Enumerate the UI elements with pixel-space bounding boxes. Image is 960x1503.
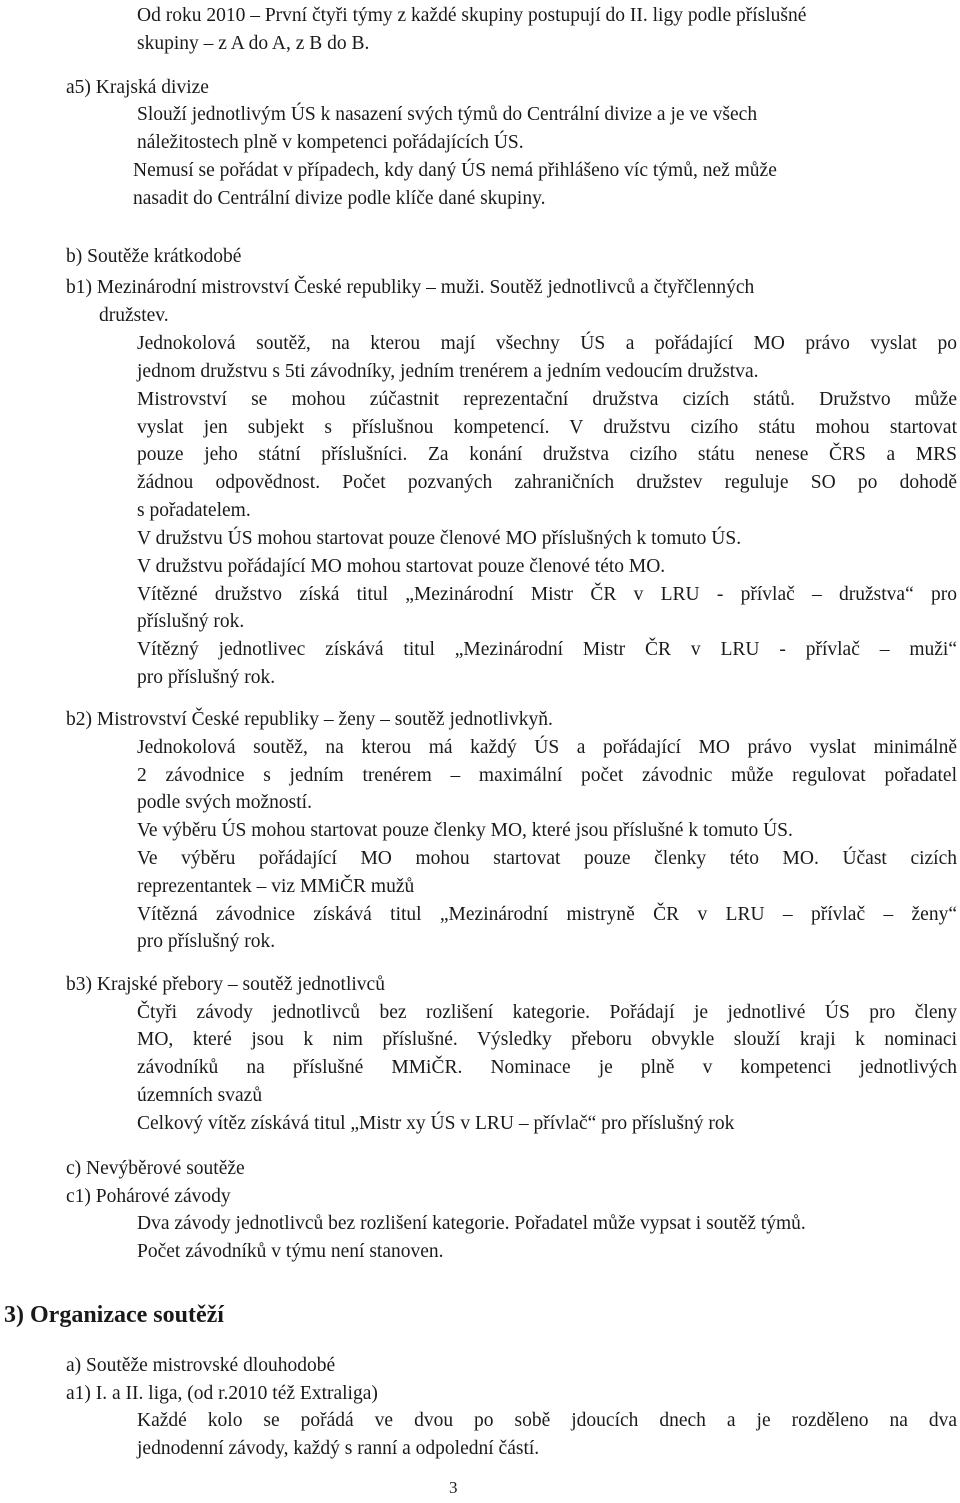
b2-line: reprezentantek – viz MMiČR mužů — [137, 876, 415, 897]
b2-heading: b2) Mistrovství České republiky – ženy – soutěž jednotlivkyň. — [66, 709, 553, 730]
b1-line: jednom družstvu s 5ti závodníky, jedním trenérem a jedním vedoucím družstva. — [137, 361, 759, 382]
b1-line: pro příslušný rok. — [137, 667, 276, 688]
c1-heading: c1) Pohárové závody — [66, 1186, 231, 1207]
b2-line: Jednokolová soutěž, na kterou má každý ÚS a pořádající MO právo vyslat minimálně — [137, 737, 957, 758]
a5-line: náležitostech plně v kompetenci pořádajících ÚS. — [137, 132, 524, 153]
c-heading: c) Nevýběrové soutěže — [66, 1158, 245, 1179]
b1-line: Mistrovství se mohou zúčastnit reprezentační družstva cizích států. Družstvo může — [137, 389, 957, 410]
b3-line: Čtyři závody jednotlivců bez rozlišení kategorie. Pořádají je jednotlivé ÚS pro členy — [137, 1002, 957, 1023]
b3-line: MO, které jsou k nim příslušné. Výsledky přeboru obvykle slouží kraji k nominaci — [137, 1029, 957, 1050]
subsection-heading: a) Soutěže mistrovské dlouhodobé — [66, 1355, 336, 1376]
c1-line: Počet závodníků v týmu není stanoven. — [137, 1241, 444, 1262]
b1-heading: družstev. — [99, 305, 169, 326]
b1-line: V družstvu pořádající MO mohou startovat pouze členové této MO. — [137, 556, 666, 577]
b1-line: V družstvu ÚS mohou startovat pouze členové MO příslušných k tomuto ÚS. — [137, 528, 742, 549]
b3-line: Celkový vítěz získává titul „Mistr xy ÚS v LRU – přívlač“ pro příslušný rok — [137, 1113, 735, 1134]
b1-line: Vítězný jednotlivec získává titul „Mezinárodní Mistr ČR v LRU - přívlač – muži“ — [137, 639, 957, 660]
b2-line: Vítězná závodnice získává titul „Mezinárodní mistryně ČR v LRU – přívlač – ženy“ — [137, 904, 957, 925]
b-heading: b) Soutěže krátkodobé — [66, 246, 242, 267]
intro-line: Od roku 2010 – První čtyři týmy z každé skupiny postupují do II. ligy podle příslušné — [137, 5, 807, 26]
a1-line: jednodenní závody, každý s ranní a odpolední částí. — [137, 1438, 540, 1459]
b2-line: Ve výběru pořádající MO mohou startovat pouze členky této MO. Účast cizích — [137, 848, 957, 869]
page-number: 3 — [449, 1478, 458, 1497]
section-heading: 3) Organizace soutěží — [4, 1302, 224, 1328]
a5-line: Slouží jednotlivým ÚS k nasazení svých týmů do Centrální divize a je ve všech — [137, 104, 758, 125]
b2-line: pro příslušný rok. — [137, 931, 276, 952]
b3-line: závodníků na příslušné MMiČR. Nominace je plně v kompetenci jednotlivých — [137, 1057, 957, 1078]
a5-heading: a5) Krajská divize — [66, 77, 209, 98]
intro-line: skupiny – z A do A, z B do B. — [137, 33, 370, 54]
b1-heading: b1) Mezinárodní mistrovství České republiky – muži. Soutěž jednotlivců a čtyřčlenných — [66, 277, 755, 298]
b2-line: Ve výběru ÚS mohou startovat pouze členky MO, které jsou příslušné k tomuto ÚS. — [137, 820, 793, 841]
b1-line: Vítězné družstvo získá titul „Mezinárodní Mistr ČR v LRU - přívlač – družstva“ pro — [137, 584, 957, 605]
a5-line: Nemusí se pořádat v případech, kdy daný ÚS nemá přihlášeno víc týmů, než může — [133, 160, 777, 181]
b1-line: příslušný rok. — [137, 611, 245, 632]
b1-line: Jednokolová soutěž, na kterou mají všechny ÚS a pořádající MO právo vyslat po — [137, 333, 957, 354]
b1-line: vyslat jen subjekt s příslušnou kompetencí. V družstvu cizího státu mohou startovat — [137, 417, 957, 438]
b2-line: podle svých možností. — [137, 792, 312, 813]
a1-line: Každé kolo se pořádá ve dvou po sobě jdoucích dnech a je rozděleno na dva — [137, 1410, 957, 1431]
a1-heading: a1) I. a II. liga, (od r.2010 též Extraliga) — [66, 1383, 378, 1404]
b2-line: 2 závodnice s jedním trenérem – maximální počet závodnic může regulovat pořadatel — [137, 765, 957, 786]
b1-line: pouze jeho státní příslušníci. Za konání družstva cizího státu nenese ČRS a MRS — [137, 444, 957, 465]
b1-line: s pořadatelem. — [137, 500, 251, 521]
a5-line: nasadit do Centrální divize podle klíče dané skupiny. — [133, 188, 546, 209]
b3-line: územních svazů — [137, 1085, 263, 1106]
b3-heading: b3) Krajské přebory – soutěž jednotlivců — [66, 974, 385, 995]
c1-line: Dva závody jednotlivců bez rozlišení kategorie. Pořadatel může vypsat i soutěž týmů. — [137, 1213, 806, 1234]
b1-line: žádnou odpovědnost. Počet pozvaných zahraničních družstev reguluje SO po dohodě — [137, 472, 957, 493]
